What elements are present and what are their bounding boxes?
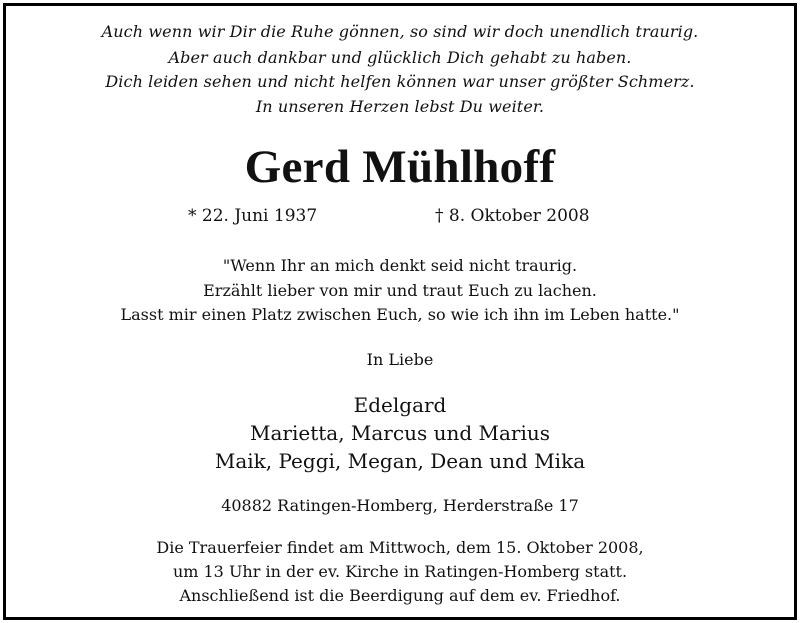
family-member-line: Marietta, Marcus und Marius — [250, 421, 550, 445]
address: 40882 Ratingen-Homberg, Herderstraße 17 — [221, 496, 579, 515]
poem-line: Auch wenn wir Dir die Ruhe gönnen, so sind wir doch unendlich traurig. — [101, 22, 699, 41]
quote-line: "Wenn Ihr an mich denkt seid nicht traurig. — [222, 256, 578, 275]
deceased-name: Gerd Mühlhoff — [244, 141, 556, 193]
quote-line: Erzählt lieber von mir und traut Euch zu lachen. — [203, 281, 597, 300]
family-member-line: Edelgard — [353, 393, 447, 417]
birth-date: * 22. Juni 1937 — [188, 206, 318, 226]
funeral-info-line: Die Trauerfeier findet am Mittwoch, dem 15. Oktober 2008, — [156, 538, 644, 557]
poem-line: Dich leiden sehen und nicht helfen können war unser größter Schmerz. — [105, 72, 695, 91]
poem-line: In unseren Herzen lebst Du weiter. — [255, 97, 545, 116]
poem-line: Aber auch dankbar und glücklich Dich gehabt zu haben. — [168, 48, 632, 67]
funeral-info-line: Anschließend ist die Beerdigung auf dem ev. Friedhof. — [179, 586, 621, 605]
quote-line: Lasst mir einen Platz zwischen Euch, so wie ich ihn im Leben hatte." — [120, 305, 680, 324]
death-date: † 8. Oktober 2008 — [435, 206, 590, 226]
funeral-info-line: um 13 Uhr in der ev. Kirche in Ratingen-Homberg statt. — [172, 562, 628, 581]
family-member-line: Maik, Peggi, Megan, Dean und Mika — [214, 449, 586, 473]
closing-text: In Liebe — [366, 350, 434, 369]
